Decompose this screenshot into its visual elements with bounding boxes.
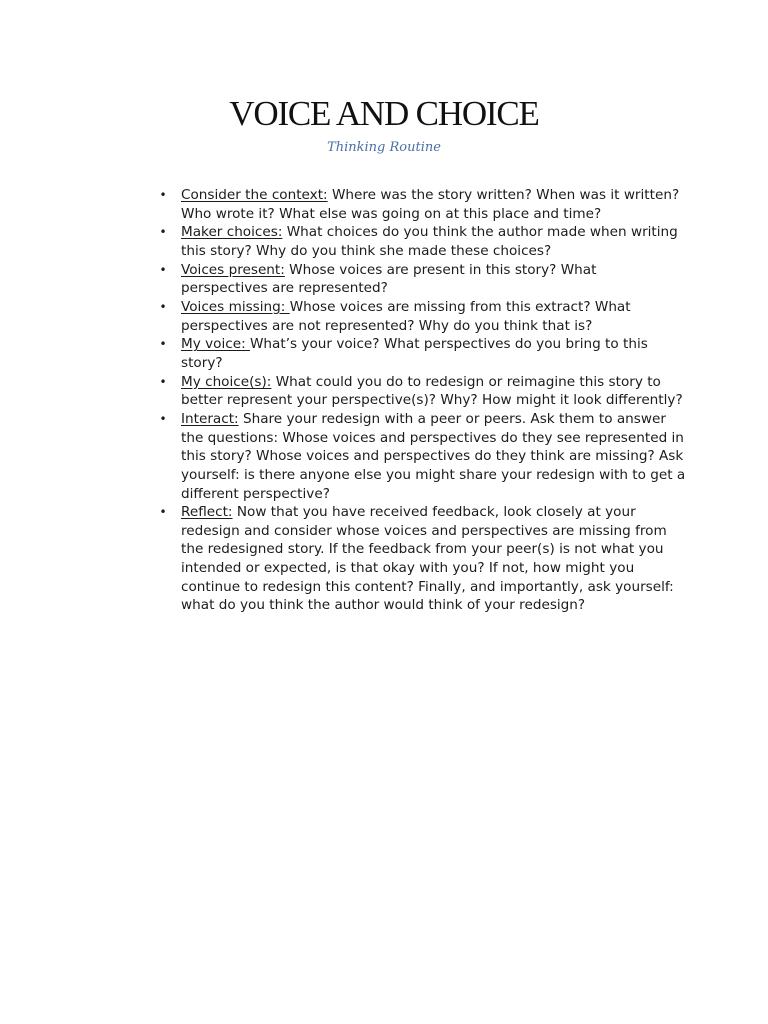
list-item-interact (159, 410, 686, 503)
item-text: What could you do to redesign or reimagine this story to better represent your perspective(s)? Why? How might it look differently? (181, 373, 683, 409)
item-lead: Consider the context: (181, 187, 328, 203)
item-lead: Voices present: (181, 261, 285, 278)
list-item-voices-present (159, 261, 686, 298)
list-item-maker-choices (159, 223, 686, 260)
bullet-icon: • (159, 374, 167, 389)
bullet-icon: • (159, 262, 167, 277)
bullet-icon: • (159, 337, 167, 352)
item-text: Where was the story written? When was it written? Who wrote it? What else was going on at this place and time? (181, 187, 680, 222)
item-lead: Interact: (181, 410, 239, 427)
item-lead: Maker choices: (181, 224, 283, 241)
document-subtitle: Thinking Routine (327, 140, 441, 155)
item-lead: Reflect: (181, 504, 233, 521)
item-text: What’s your voice? What perspectives do you bring to this story? (181, 336, 648, 371)
item-lead: My choice(s): (181, 373, 272, 390)
routine-steps-list (159, 186, 686, 615)
item-lead: Voices missing: (181, 298, 290, 315)
item-text: What choices do you think the author made when writing this story? Why do you think she made these choices? (181, 224, 678, 259)
item-text: Share your redesign with a peer or peers. Ask them to answer the questions: Whose voices and perspectives do they see represented in this story? Whose voices and perspectives do they think are missing? Ask yourself: is there anyone else you might share your redesign with to get a different perspective? (181, 410, 686, 502)
item-lead: My voice: (181, 336, 250, 353)
bullet-icon: • (159, 225, 167, 240)
list-item-my-choices (159, 373, 686, 410)
bullet-icon: • (159, 411, 167, 426)
bullet-icon: • (159, 188, 167, 202)
list-item-consider-context (159, 186, 686, 223)
list-item-reflect (159, 503, 686, 615)
item-text: Now that you have received feedback, look closely at your redesign and consider whose voices and perspectives are missing from the redesigned story. If the feedback from your peer(s) is not what you intended or expected, is that okay with you? If not, how might you continue to redesign this content? Finally, and importantly, ask yourself: what do you think the author would think of your redesign? (181, 504, 674, 614)
list-item-voices-missing (159, 298, 686, 335)
bullet-icon: • (159, 299, 167, 314)
document-title: VOICE AND CHOICE (229, 94, 539, 133)
list-item-my-voice (159, 335, 686, 372)
item-text: Whose voices are present in this story? What perspectives are represented? (181, 261, 597, 297)
bullet-icon: • (159, 505, 167, 520)
item-text: Whose voices are missing from this extract? What perspectives are not represented? Why do you think that is? (181, 298, 631, 334)
